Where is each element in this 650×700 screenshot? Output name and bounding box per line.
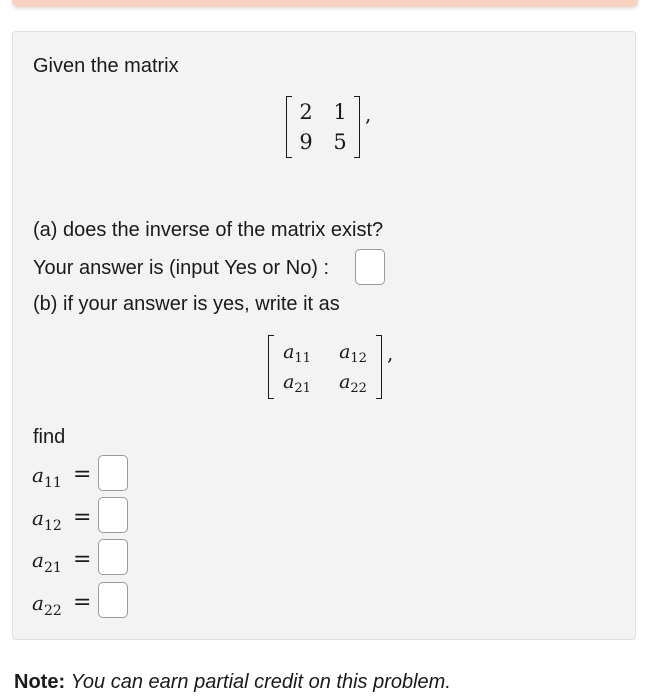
given-matrix — [286, 96, 371, 158]
equals-sign: = — [73, 462, 92, 487]
var-label-a12: $a_{12}$ — [32, 506, 62, 534]
top-accent-strip — [12, 0, 638, 7]
note-text: You can earn partial credit on this problem. — [70, 671, 451, 693]
part-a-question: (a) does the inverse of the matrix exist? — [33, 219, 384, 241]
inverse-cell-a22: $a_{22}$ — [339, 371, 367, 396]
var-label-a22: $a_{22}$ — [32, 591, 62, 619]
inverse-matrix — [268, 335, 393, 399]
right-bracket — [376, 335, 382, 399]
a21-answer-input[interactable] — [98, 539, 128, 575]
var-label-a21: $a_{21}$ — [32, 548, 62, 576]
inverse-matrix-comma: , — [387, 341, 394, 365]
intro-text: Given the matrix — [33, 55, 179, 77]
answer-prompt: Your answer is (input Yes or No) : — [33, 257, 330, 279]
equals-sign: = — [73, 547, 92, 572]
a12-answer-input[interactable] — [98, 497, 128, 533]
inverse-cell-a11: $a_{11}$ — [283, 341, 311, 366]
matrix-comma: , — [365, 102, 372, 126]
equals-sign: = — [73, 590, 92, 615]
var-label-a11: $a_{11}$ — [32, 463, 62, 491]
inverse-cell-a21: $a_{21}$ — [283, 371, 311, 396]
matrix-cell-11: 2 — [299, 100, 313, 124]
matrix-cell-12: 1 — [333, 100, 347, 124]
note-label: Note: — [14, 671, 66, 693]
find-label: find — [33, 426, 66, 448]
partial-credit-note — [14, 670, 451, 694]
matrix-cell-22: 5 — [333, 130, 347, 154]
a11-answer-input[interactable] — [98, 455, 128, 491]
a22-answer-input[interactable] — [98, 582, 128, 618]
part-b-instruction: (b) if your answer is yes, write it as — [33, 293, 340, 315]
right-bracket — [354, 96, 360, 158]
equals-sign: = — [73, 505, 92, 530]
matrix-cell-21: 9 — [299, 130, 313, 154]
inverse-cell-a12: $a_{12}$ — [339, 341, 367, 366]
yes-no-answer-input[interactable] — [355, 249, 385, 285]
